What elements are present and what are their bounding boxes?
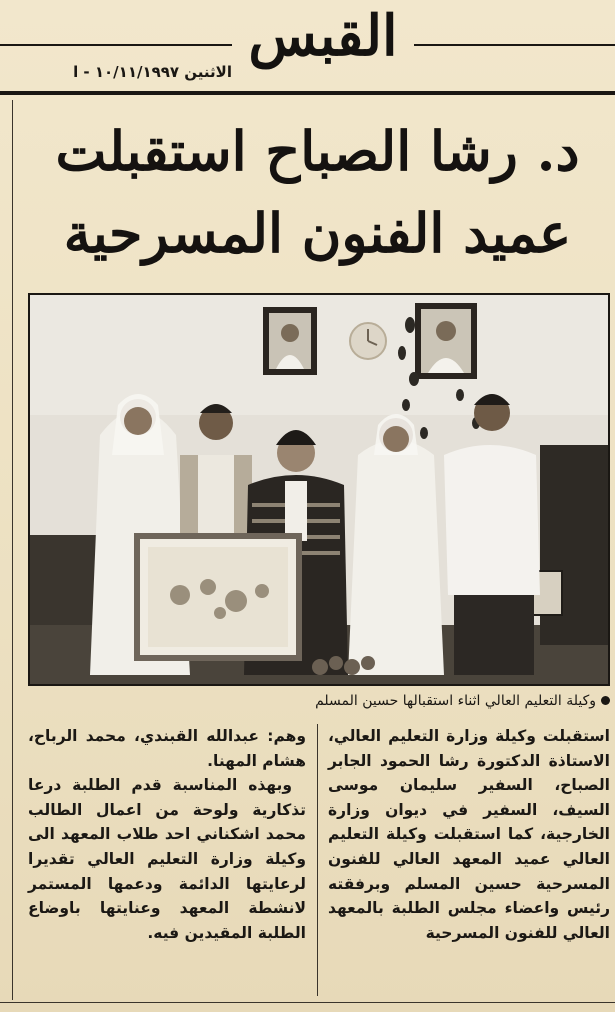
column-rule-left: [12, 100, 13, 1000]
wall-portrait-left: [263, 307, 317, 375]
newspaper-logo: القبس: [248, 3, 398, 69]
article-paragraph-2: وهم: عبدالله القبندي، محمد الرباح، هشام المهنا.: [28, 727, 306, 770]
article-column-right: [328, 724, 610, 998]
photo-caption: [30, 688, 610, 714]
masthead-rule-left: [0, 44, 232, 46]
headline-line-2: عميد الفنون المسرحية: [63, 201, 572, 265]
headline: [30, 112, 605, 282]
news-photo: [28, 293, 610, 686]
article-paragraph-3: وبهذه المناسبة قدم الطلبة درعا تذكارية ولوحة من اعمال الطالب محمد اشكناني احد طلاب المعهد الى وكيلة وزارة التعليم العالي تقديرا لرعايتها الدائمة ودعمها المستمر لانشطة المعهد وعنايتها باوضاع الطلبة المقيدين فيه.: [28, 776, 306, 942]
caption-text: وكيلة التعليم العالي اثناء استقبالها حسين المسلم: [315, 693, 596, 709]
person-4: [348, 414, 444, 675]
framed-painting: [134, 533, 302, 661]
article-column-left: [28, 724, 306, 998]
photo-illustration: [30, 295, 608, 684]
dateline: الاثنين ١٠/١١/١٩٩٧ - ا: [73, 63, 232, 81]
article-paragraph-1: استقبلت وكيلة وزارة التعليم العالي، الاستاذة الدكتورة رشا الحمود الجابر الصباح، السفير سليمان موسى السيف، السفير في ديوان وزارة الخارجية، كما استقبلت وكيلة التعليم العالي عميد المعهد العالي للفنون المسرحية حسين المسلم وبرفقته رئيس واعضاء مجلس الطلبة بالمعهد العالي للفنون المسرحية: [328, 727, 610, 942]
bottom-rule: [0, 1002, 615, 1003]
masthead-divider: [0, 91, 615, 95]
column-rule-center: [317, 724, 318, 996]
headline-line-1: د. رشا الصباح استقبلت: [55, 119, 580, 183]
masthead: [0, 0, 615, 98]
masthead-rule-right: [414, 44, 615, 46]
wall-clock: [350, 323, 386, 359]
wall-portrait-right: [415, 303, 477, 379]
caption-bullet-icon: [601, 696, 610, 705]
